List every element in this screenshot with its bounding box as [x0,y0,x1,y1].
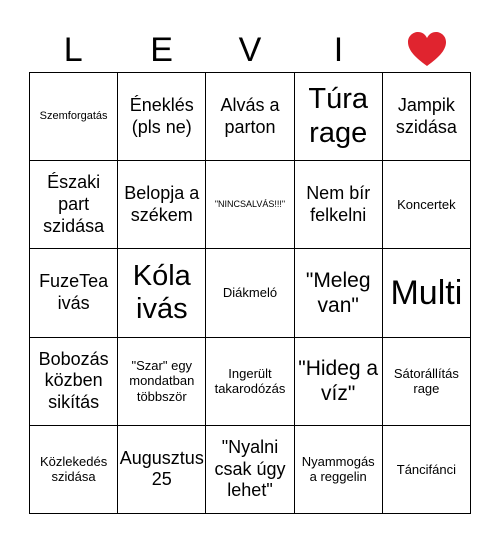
bingo-board [29,72,471,514]
bingo-cell[interactable]: FuzeTea ivás [30,249,118,337]
bingo-cell[interactable]: Bobozás közben sikítás [30,338,118,426]
bingo-cell[interactable]: Táncifánci [383,426,471,514]
bingo-cell[interactable]: Belopja a székem [118,161,206,249]
header-letter-l: L [63,31,83,69]
bingo-cell[interactable]: Szemforgatás [30,73,118,161]
bingo-cell[interactable]: "NINCSALVÁS!!!" [206,161,294,249]
bingo-cell[interactable]: Multi [383,249,471,337]
bingo-cell[interactable]: Alvás a parton [206,73,294,161]
bingo-cell[interactable]: Diákmeló [206,249,294,337]
bingo-cell[interactable]: "Meleg van" [295,249,383,337]
bingo-cell[interactable]: Sátorállítás rage [383,338,471,426]
header-letter-e: E [150,31,173,69]
bingo-cell[interactable]: Ingerült takarodózás [206,338,294,426]
bingo-cell[interactable]: "Szar" egy mondatban többször [118,338,206,426]
bingo-cell[interactable]: Éneklés (pls ne) [118,73,206,161]
bingo-cell[interactable]: Augusztus 25 [118,426,206,514]
heart-icon-svg [407,32,447,68]
bingo-cell[interactable]: Túra rage [295,73,383,161]
bingo-cell[interactable]: Közlekedés szidása [30,426,118,514]
bingo-cell[interactable]: "Nyalni csak úgy lehet" [206,426,294,514]
header-letter-i: I [333,31,344,69]
bingo-cell[interactable]: Koncertek [383,161,471,249]
bingo-cell[interactable]: Északi part szidása [30,161,118,249]
bingo-header [29,26,471,74]
bingo-cell[interactable]: "Hideg a víz" [295,338,383,426]
header-letter-v: V [238,31,262,69]
heart-icon [383,26,471,74]
bingo-cell[interactable]: Kóla ivás [118,249,206,337]
bingo-cell[interactable]: Nyammogás a reggelin [295,426,383,514]
bingo-cell[interactable]: Nem bír felkelni [295,161,383,249]
bingo-cell[interactable]: Jampik szidása [383,73,471,161]
